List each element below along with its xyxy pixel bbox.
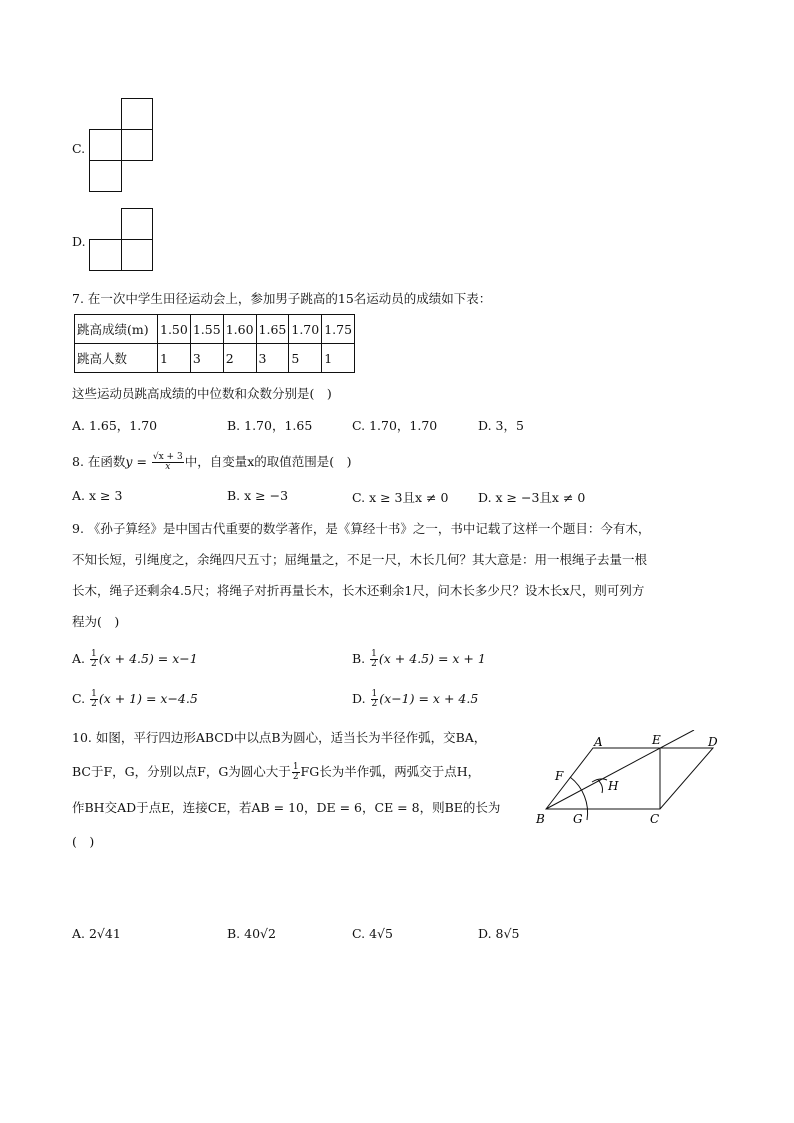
net-square [89, 129, 122, 161]
q6-option-c-label: C. [72, 141, 86, 156]
label-a: A [594, 735, 603, 749]
q10-option-b[interactable]: B. 40√2 [227, 926, 276, 941]
table-cell: 1.60 [223, 315, 256, 344]
half-fraction: $\frac{1}{2}$ [371, 649, 377, 669]
half-fraction: $\frac{1}{2}$ [371, 689, 378, 709]
q10-line-1: 10. 如图，平行四边形ABCD中以点B为圆心，适当长为半径作弧，交BA， [72, 730, 487, 745]
table-cell: 3 [256, 344, 289, 373]
q10-line-3: 作BH交AD于点E，连接CE，若AB = 10，DE = 6，CE = 8，则BE的长为 [72, 800, 501, 815]
table-cell: 1.75 [322, 315, 355, 344]
q8-stem-post: 中，自变量x的取值范围是( ) [184, 454, 352, 469]
q10-line-2-pre: BC于F，G，分别以点F，G为圆心大于 [72, 764, 291, 779]
q8-option-d[interactable]: D. x ≥ −3且x ≠ 0 [478, 490, 586, 505]
half-fraction: $\frac{1}{2}$ [292, 762, 299, 782]
table-cell: 2 [223, 344, 256, 373]
q10-line-2-post: FG长为半作弧，两弧交于点H， [300, 764, 481, 779]
label-f: F [555, 769, 564, 783]
option-expression: (x + 4.5) = x−1 [98, 651, 198, 666]
net-square [89, 160, 122, 192]
option-expression: (x + 4.5) = x + 1 [378, 651, 486, 666]
table-cell: 1.55 [190, 315, 223, 344]
q7-option-d[interactable]: D. 3，5 [478, 418, 524, 433]
q8-function-fraction: $\frac{√x + 3}{x}$ [152, 452, 183, 472]
label-c: C [650, 812, 660, 826]
half-fraction: $\frac{1}{2}$ [91, 649, 97, 669]
q8-option-c[interactable]: C. x ≥ 3且x ≠ 0 [352, 490, 449, 505]
q7-option-b[interactable]: B. 1.70，1.65 [227, 418, 313, 433]
q9-line-2: 不知长短，引绳度之，余绳四尺五寸；屈绳量之，不足一尺，木长几何？其大意是：用一根绳子去量一根 [72, 552, 648, 567]
table-cell: 1.50 [158, 315, 191, 344]
half-fraction: $\frac{1}{2}$ [91, 689, 97, 709]
table-cell: 3 [190, 344, 223, 373]
q9-line-1: 9. 《孙子算经》是中国古代重要的数学著作，是《算经十书》之一，书中记载了这样一个题目：今有木， [72, 521, 651, 536]
table-cell: 5 [289, 344, 322, 373]
net-square [121, 129, 153, 161]
q9-line-4: 程为( ) [72, 614, 120, 629]
q8-option-a[interactable]: A. x ≥ 3 [72, 488, 123, 503]
option-expression: (x + 1) = x−4.5 [98, 691, 198, 706]
net-square [89, 239, 122, 271]
q7-option-a[interactable]: A. 1.65，1.70 [72, 418, 158, 433]
q8-stem-pre: 8. 在函数 [72, 454, 126, 469]
table-cell: 1.65 [256, 315, 289, 344]
label-h: H [608, 779, 619, 793]
option-label: A. [72, 651, 86, 666]
option-label: B. [352, 651, 366, 666]
table-row [75, 344, 355, 373]
table-cell: 跳高成绩(m) [75, 315, 158, 344]
q9-option-b[interactable] [352, 650, 486, 669]
q6-option-d-label: D. [72, 234, 86, 249]
table-cell: 跳高人数 [75, 344, 158, 373]
ray-bh [546, 730, 694, 809]
table-cell: 1.70 [289, 315, 322, 344]
table-cell: 1 [158, 344, 191, 373]
q8-stem: 8. 在函数y = $\frac{√x + 3}{x}$ 中，自变量x的取值范围是( ) [72, 452, 352, 472]
q9-option-a[interactable] [72, 650, 198, 669]
option-expression: (x−1) = x + 4.5 [379, 691, 479, 706]
parallelogram-figure [530, 730, 730, 830]
net-square [121, 239, 153, 271]
q8-option-b[interactable]: B. x ≥ −3 [227, 488, 289, 503]
q7-stem: 7. 在一次中学生田径运动会上，参加男子跳高的15名运动员的成绩如下表： [72, 291, 492, 306]
net-square [121, 98, 153, 130]
q10-option-c[interactable]: C. 4√5 [352, 926, 393, 941]
option-label: D. [352, 691, 366, 706]
net-square [121, 208, 153, 240]
parallelogram-abcd [546, 748, 713, 809]
option-label: C. [72, 691, 86, 706]
label-d: D [708, 735, 718, 749]
q10-option-d[interactable]: D. 8√5 [478, 926, 520, 941]
score-table [74, 314, 355, 373]
label-g: G [573, 812, 583, 826]
arc-h-1 [598, 780, 603, 793]
q9-line-3: 长木，绳子还剩余4.5尺；将绳子对折再量长木，长木还剩余1尺，问木长多少尺？设木长x尺，则可列方 [72, 583, 645, 598]
q9-option-c[interactable] [72, 690, 198, 709]
q10-option-a[interactable]: A. 2√41 [72, 926, 121, 941]
q9-option-d[interactable] [352, 690, 478, 709]
label-b: B [536, 812, 545, 826]
table-row [75, 315, 355, 344]
label-e: E [652, 733, 661, 747]
table-cell: 1 [322, 344, 355, 373]
q10-line-2 [72, 763, 480, 782]
q7-question: 这些运动员跳高成绩的中位数和众数分别是( ) [72, 386, 332, 401]
q7-option-c[interactable]: C. 1.70，1.70 [352, 418, 438, 433]
q10-line-4: ( ) [72, 834, 95, 849]
